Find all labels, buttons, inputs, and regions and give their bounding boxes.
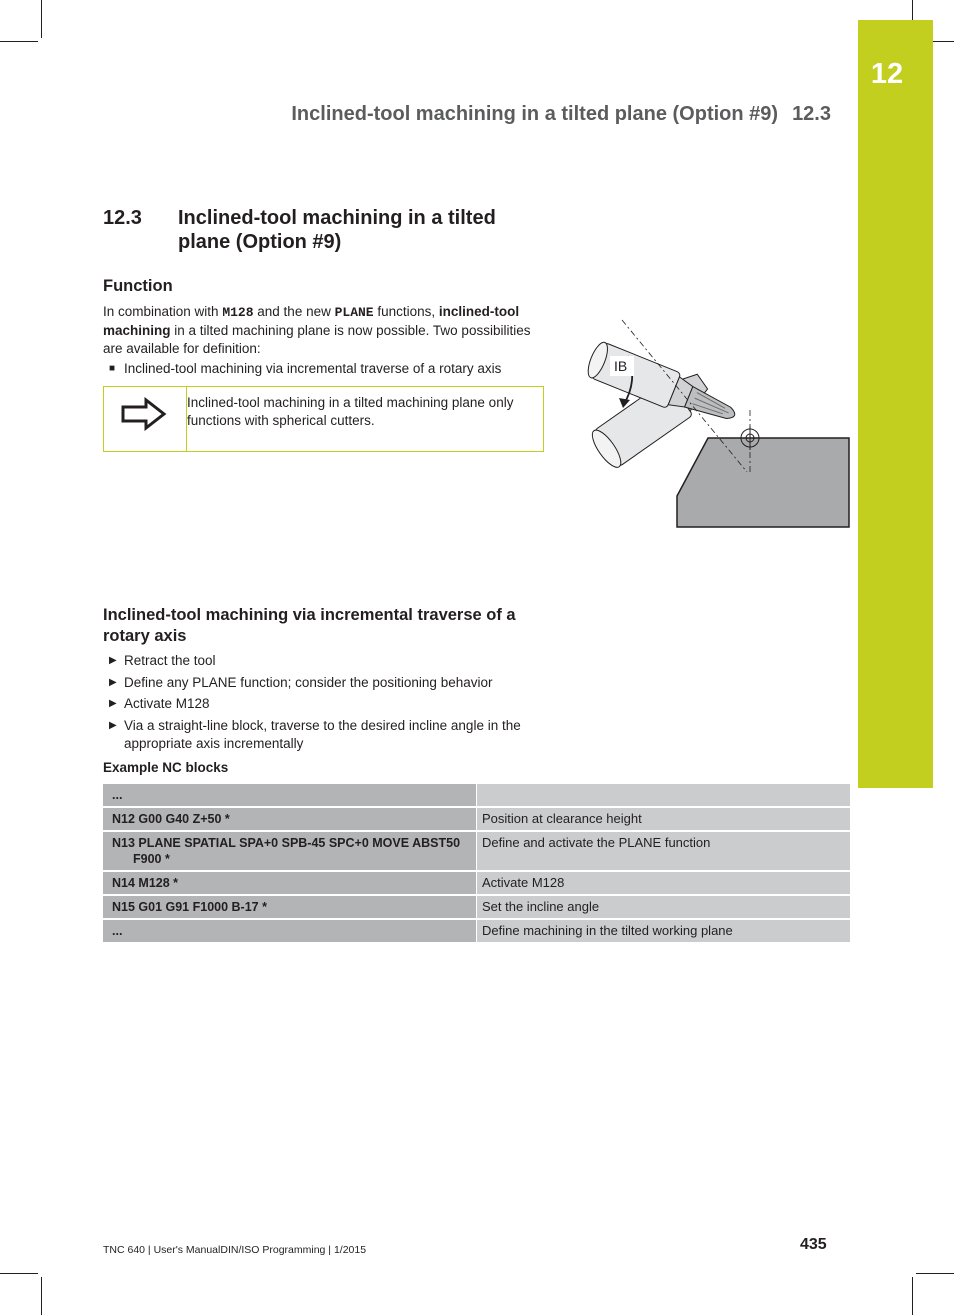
page-number: 435 [800, 1236, 827, 1253]
nc-block-table [103, 784, 850, 944]
triangle-bullet-icon: ▶ [109, 677, 117, 688]
nc-code-cell [103, 808, 476, 830]
bold-term: inclined-tool machining [103, 304, 520, 338]
crop-mark [41, 1277, 42, 1315]
incremental-heading [103, 605, 548, 647]
code-plane: PLANE [334, 305, 374, 320]
function-paragraph [103, 303, 543, 358]
nc-code: ... [112, 788, 123, 802]
square-bullet-icon: ■ [109, 363, 116, 374]
list-item-text: Via a straight-line block, traverse to the desired incline angle in the appropriate axis incrementally [124, 718, 521, 751]
nc-code-cell [103, 920, 476, 942]
table-row [103, 896, 850, 918]
crop-mark [41, 0, 42, 38]
incremental-heading-line2: rotary axis [103, 627, 187, 645]
section-number: 12.3 [103, 207, 142, 229]
table-row [103, 872, 850, 894]
chapter-number: 12 [870, 58, 904, 90]
running-head [291, 103, 831, 126]
list-item-text: Define any PLANE function; consider the positioning behavior [124, 675, 493, 690]
nc-code-cell [103, 832, 476, 870]
crop-mark [912, 1277, 913, 1315]
nc-desc-cell: Position at clearance height [477, 808, 850, 830]
arrow-right-icon [120, 397, 168, 436]
nc-desc-cell: Define and activate the PLANE function [477, 832, 850, 870]
nc-desc-cell: Set the incline angle [477, 896, 850, 918]
triangle-bullet-icon: ▶ [109, 720, 117, 731]
triangle-bullet-icon: ▶ [109, 655, 117, 666]
nc-code: N14 M128 * [112, 876, 179, 890]
nc-code-cell [103, 872, 476, 894]
example-label: Example NC blocks [103, 760, 229, 775]
crop-mark [916, 1273, 954, 1274]
nc-code: ... [112, 924, 123, 938]
list-item-text: Activate M128 [124, 696, 210, 711]
nc-desc-cell: Define machining in the tilted working plane [477, 920, 850, 942]
function-heading: Function [103, 277, 173, 295]
table-row [103, 784, 850, 806]
section-title-text [178, 206, 543, 254]
nc-code: N15 G01 G91 F1000 B-17 * [112, 900, 267, 914]
table-row [103, 920, 850, 942]
table-row [103, 832, 850, 870]
nc-code-cell [103, 896, 476, 918]
angle-label: IB [614, 358, 628, 374]
note-text: Inclined-tool machining in a tilted machining plane only functions with spherical cutters. [187, 395, 514, 428]
running-head-section: 12.3 [792, 103, 831, 125]
inclined-tool-figure [572, 300, 852, 532]
nc-code: N13 PLANE SPATIAL SPA+0 SPB-45 SPC+0 MOVE ABST50 [112, 836, 461, 850]
text-span: functions, [373, 304, 439, 319]
table-row [103, 808, 850, 830]
code-m128: M128 [222, 305, 254, 320]
list-item-text: Retract the tool [124, 653, 216, 668]
crop-mark [0, 41, 38, 42]
text-span: and the new [253, 304, 335, 319]
running-head-title: Inclined-tool machining in a tilted plane (Option #9) [291, 103, 779, 125]
nc-code-cell [103, 784, 476, 806]
list-item-text: Inclined-tool machining via incremental traverse of a rotary axis [124, 361, 502, 376]
crop-mark [0, 1273, 38, 1274]
section-title-line2: plane (Option #9) [178, 231, 342, 253]
nc-desc-cell [477, 784, 850, 806]
incremental-heading-line1: Inclined-tool machining via incremental traverse of a [103, 606, 516, 624]
note-box [103, 386, 544, 452]
footer-text: TNC 640 | User's ManualDIN/ISO Programming | 1/2015 [103, 1244, 367, 1256]
text-span: in a tilted machining plane is now possible. Two possibilities are available for definition: [103, 323, 531, 356]
nc-desc-cell: Activate M128 [477, 872, 850, 894]
section-title-line1: Inclined-tool machining in a tilted [178, 207, 496, 229]
text-span: In combination with [103, 304, 223, 319]
nc-code: N12 G00 G40 Z+50 * [112, 812, 230, 826]
triangle-bullet-icon: ▶ [109, 698, 117, 709]
chapter-tab [858, 20, 933, 788]
nc-code-continuation: F900 * [133, 852, 170, 866]
